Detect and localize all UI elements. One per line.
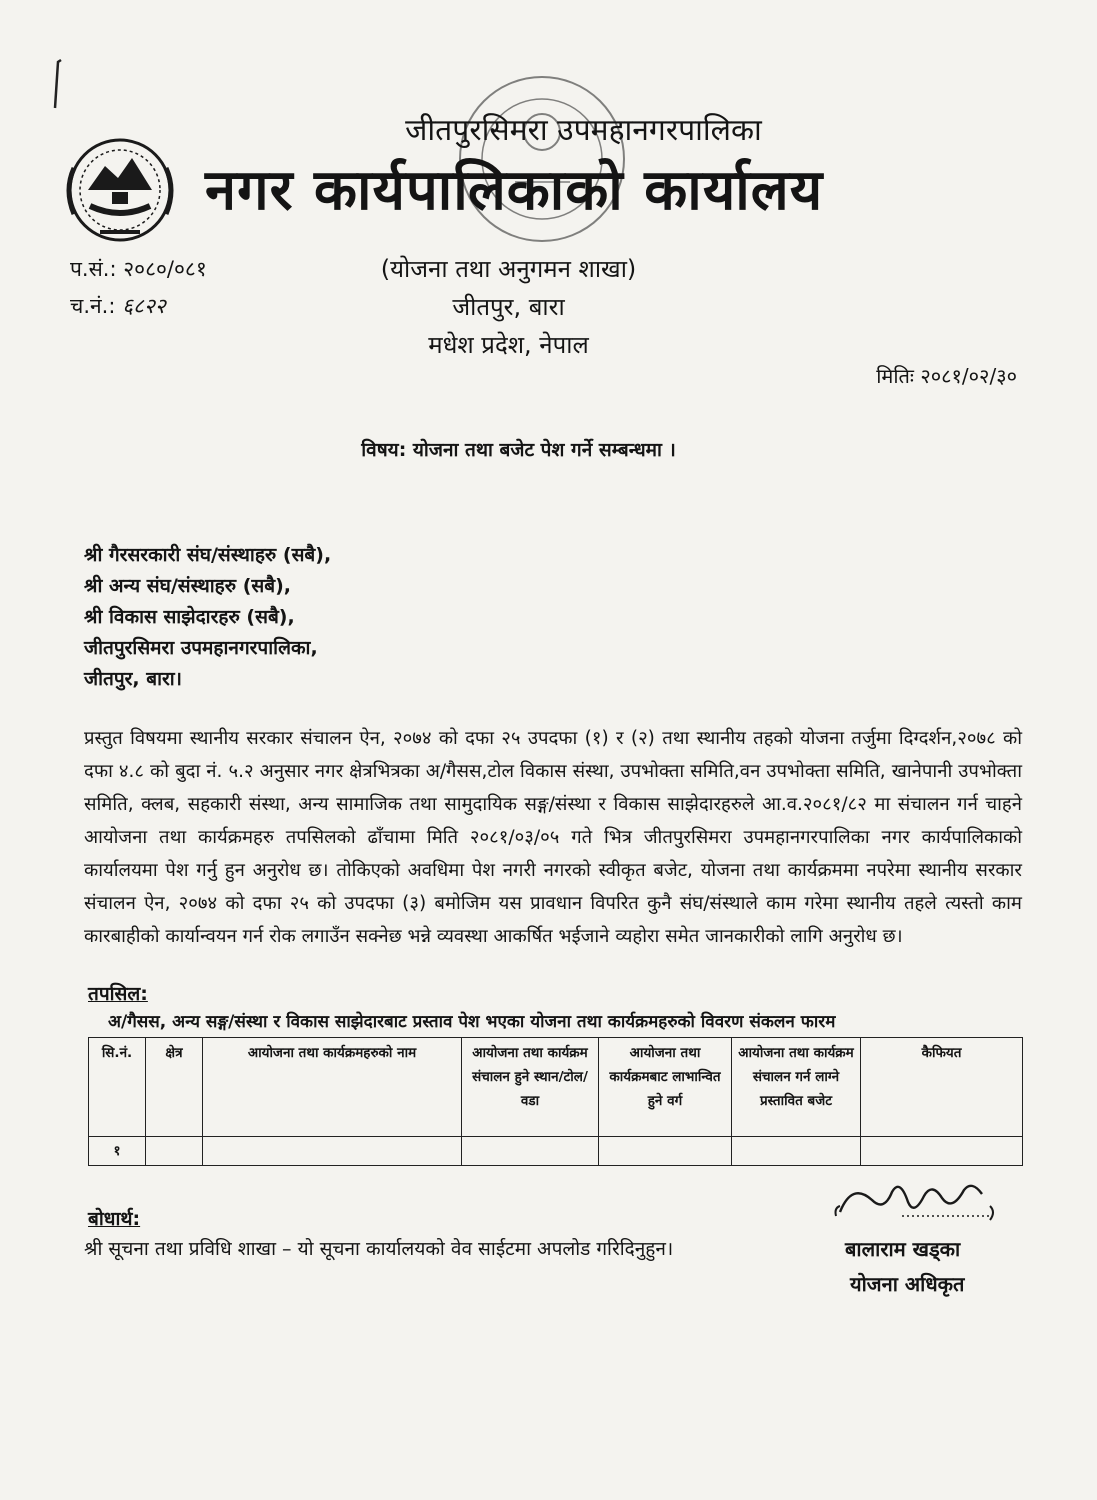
table-row (89, 1137, 1023, 1166)
table-header-cell: आयोजना तथा कार्यक्रमबाट लाभान्वित हुने वर्ग (599, 1038, 732, 1137)
letter-body: प्रस्तुत विषयमा स्थानीय सरकार संचालन ऐन, २०७४ को दफा २५ उपदफा (१) र (२) तथा स्थानीय तहको योजना तर्जुमा दिग्दर्शन,२०७८ को दफा ४.८ को बुदा नं. ५.२ अनुसार नगर क्षेत्रभित्रका अ/गैसस,टोल विकास संस्था, उपभोक्ता समिति,वन उपभोक्ता समिति, खानेपानी उपभोक्ता समिति, क्लब, सहकारी संस्था, अन्य सामाजिक तथा सामुदायिक सङ्ग/संस्था र विकास साझेदारहरुले आ.व.२०८१/८२ मा संचालन गर्न चाहने आयोजना तथा कार्यक्रमहरु तपसिलको ढाँचामा मिति २०८१/०३/०५ गते भित्र जीतपुरसिमरा उपमहानगरपालिका नगर कार्यपालिकाको कार्यालयमा पेश गर्नु हुन अनुरोध छ। तोकिएको अवधिमा पेश नगरी नगरको स्वीकृत बजेट, योजना तथा कार्यक्रममा नपरेमा स्थानीय सरकार संचालन ऐन, २०७४ को दफा २५ को उपदफा (३) बमोजिम यस प्रावधान विपरित कुनै संघ/संस्थाले काम गरेमा स्थानीय तहले त्यस्तो काम कारबाहीको कार्यान्वयन गर्न रोक लगाउँन सक्नेछ भन्ने व्यवस्था आकर्षित भईजाने व्यहोरा समेत जानकारीको लागि अनुरोध छ। (84, 728, 1022, 947)
signer-designation: योजना अधिकृत (850, 1272, 965, 1296)
cc-text: श्री सूचना तथा प्रविधि शाखा – यो सूचना कार्यालयको वेव साईटमा अपलोड गरिदिनुहुन। (84, 1238, 674, 1260)
table-cell (861, 1137, 1023, 1166)
office-title: नगर कार्यपालिकाको कार्यालय (205, 158, 824, 223)
office-city: जीतपुर, बारा (452, 293, 565, 321)
details-label: तपसिल: (88, 983, 148, 1005)
table-header-cell: आयोजना तथा कार्यक्रम संचालन गर्न लाग्ने प्रस्तावित बजेट (732, 1038, 861, 1137)
table-header-cell: आयोजना तथा कार्यक्रमहरुको नाम (203, 1038, 462, 1137)
table-header-row (89, 1038, 1023, 1137)
pen-mark-icon (52, 58, 64, 110)
cc-label: बोधार्थ: (88, 1208, 141, 1230)
table-cell (203, 1137, 462, 1166)
table-cell (146, 1137, 203, 1166)
recipient-line: श्री विकास साझेदारहरु (सबै), (84, 606, 295, 628)
reference-number-value: २०८०/०८१ (123, 257, 207, 281)
dispatch-number-label: च.नं.: (70, 294, 116, 318)
form-title: अ/गैसस, अन्य सङ्ग/संस्था र विकास साझेदारबाट प्रस्ताव पेश भएका योजना तथा कार्यक्रमहरुको विवरण संकलन फारम (108, 1012, 836, 1032)
signer-name: बालाराम खड्का (845, 1237, 961, 1261)
recipient-line: श्री गैरसरकारी संघ/संस्थाहरु (सबै), (84, 544, 332, 566)
handwritten-signature (832, 1172, 997, 1224)
table-header-cell: कैफियत (861, 1038, 1023, 1137)
office-province: मधेश प्रदेश, नेपाल (428, 331, 589, 359)
table-header-cell: क्षेत्र (146, 1038, 203, 1137)
proposal-form-table (88, 1037, 1023, 1166)
recipient-line: जीतपुर, बारा। (84, 668, 182, 690)
table-cell (599, 1137, 732, 1166)
branch-name: (योजना तथा अनुगमन शाखा) (380, 255, 637, 283)
recipients-block (84, 540, 331, 695)
letter-subject: विषय: योजना तथा बजेट पेश गर्ने सम्बन्धमा । (361, 439, 676, 461)
recipient-line: जीतपुरसिमरा उपमहानगरपालिका, (84, 637, 318, 659)
table-cell: १ (89, 1137, 146, 1166)
letter-date: मितिः २०८१/०२/३० (876, 364, 1017, 388)
reference-number-label: प.सं.: (70, 257, 117, 281)
recipient-line: श्री अन्य संघ/संस्थाहरु (सबै), (84, 575, 292, 597)
table-cell (462, 1137, 599, 1166)
municipality-name: जीतपुरसिमरा उपमहानगरपालिका (405, 113, 762, 148)
table-header-cell: सि.नं. (89, 1038, 146, 1137)
dispatch-number-value: ६८२२ (122, 294, 166, 318)
table-cell (732, 1137, 861, 1166)
table-header-cell: आयोजना तथा कार्यक्रम संचालन हुने स्थान/टोल/वडा (462, 1038, 599, 1137)
